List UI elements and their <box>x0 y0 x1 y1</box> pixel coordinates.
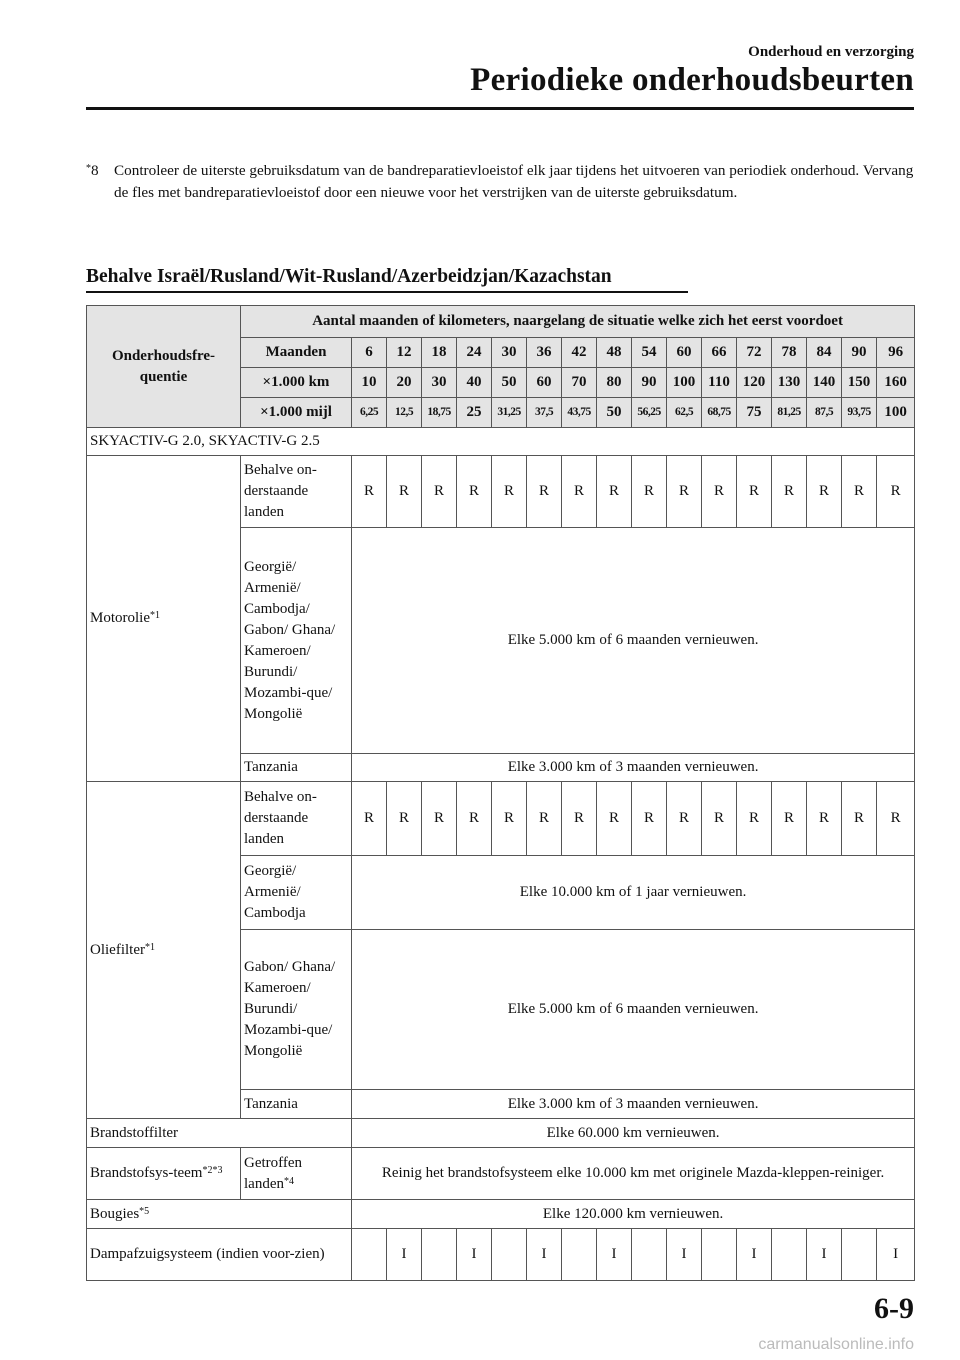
dampafzuig-label: Dampafzuigsysteem (indien voor-zien) <box>87 1229 352 1281</box>
brandstoffilter-text: Elke 60.000 km vernieuwen. <box>352 1119 915 1148</box>
oliefilter-r-cell-0: R <box>352 782 387 856</box>
miles-cell-0: 6,25 <box>352 398 387 428</box>
brandstoffilter-label: Brandstoffilter <box>87 1119 352 1148</box>
brandstofsysteem-text: Reinig het brandstofsysteem elke 10.000 km met originele Mazda-kleppen-reiniger. <box>352 1148 915 1200</box>
oliefilter-r-cell-4: R <box>492 782 527 856</box>
bougies-text: Elke 120.000 km vernieuwen. <box>352 1200 915 1229</box>
km-cell-13: 140 <box>807 368 842 398</box>
motorolie-r-cell-13: R <box>807 456 842 528</box>
miles-cell-3: 25 <box>457 398 492 428</box>
oliefilter-sub-countries-a: Georgië/ Armenië/ Cambodja <box>241 856 352 930</box>
oliefilter-r-cell-9: R <box>667 782 702 856</box>
months-cell-12: 78 <box>772 338 807 368</box>
motorolie-r-cell-5: R <box>527 456 562 528</box>
motorolie-r-cell-0: R <box>352 456 387 528</box>
months-label: Maanden <box>241 338 352 368</box>
km-cell-8: 90 <box>632 368 667 398</box>
maintenance-schedule-table <box>86 305 915 1281</box>
motorolie-r-cell-6: R <box>562 456 597 528</box>
oliefilter-sub-tanzania: Tanzania <box>241 1090 352 1119</box>
section-title-underline <box>86 291 688 293</box>
months-cell-14: 90 <box>842 338 877 368</box>
months-cell-5: 36 <box>527 338 562 368</box>
oliefilter-r-cell-14: R <box>842 782 877 856</box>
miles-cell-8: 56,25 <box>632 398 667 428</box>
km-cell-12: 130 <box>772 368 807 398</box>
miles-cell-9: 62,5 <box>667 398 702 428</box>
motorolie-r-cell-14: R <box>842 456 877 528</box>
motorolie-r-cell-3: R <box>457 456 492 528</box>
brandstofsysteem-label: Brandstofsys-teem$^{*2*3}$ <box>87 1148 241 1200</box>
motorolie-r-cell-4: R <box>492 456 527 528</box>
footnote-8 <box>86 160 916 204</box>
motorolie-r-cell-7: R <box>597 456 632 528</box>
dampafzuig-i-cell-4 <box>492 1229 527 1281</box>
dampafzuig-i-cell-0 <box>352 1229 387 1281</box>
miles-cell-6: 43,75 <box>562 398 597 428</box>
motorolie-sub-tanzania: Tanzania <box>241 754 352 782</box>
motorolie-r-cell-8: R <box>632 456 667 528</box>
watermark: carmanualsonline.info <box>758 1336 914 1353</box>
km-cell-10: 110 <box>702 368 737 398</box>
months-cell-11: 72 <box>737 338 772 368</box>
page-number: 6-9 <box>874 1292 914 1325</box>
oliefilter-r-cell-12: R <box>772 782 807 856</box>
km-cell-0: 10 <box>352 368 387 398</box>
km-cell-14: 150 <box>842 368 877 398</box>
months-cell-7: 48 <box>597 338 632 368</box>
dampafzuig-i-cell-3: I <box>457 1229 492 1281</box>
motorolie-r-cell-12: R <box>772 456 807 528</box>
footnote-text: Controleer de uiterste gebruiksdatum van de bandreparatievloeistof elk jaar tijdens het uitvoeren van periodiek onderhoud. Vervang de fles met bandreparatievloeistof door een nieuwe voor het verstrijken van de uiterste gebruiksdatum. <box>114 162 914 201</box>
months-cell-9: 60 <box>667 338 702 368</box>
months-cell-13: 84 <box>807 338 842 368</box>
header-divider <box>86 107 914 110</box>
months-cell-4: 30 <box>492 338 527 368</box>
oliefilter-r-cell-15: R <box>877 782 915 856</box>
motorolie-interval-text: Elke 5.000 km of 6 maanden vernieuwen. <box>352 528 915 754</box>
motorolie-r-cell-9: R <box>667 456 702 528</box>
dampafzuig-i-cell-6 <box>562 1229 597 1281</box>
km-cell-4: 50 <box>492 368 527 398</box>
oliefilter-interval-a: Elke 10.000 km of 1 jaar vernieuwen. <box>352 856 915 930</box>
km-cell-3: 40 <box>457 368 492 398</box>
months-cell-2: 18 <box>422 338 457 368</box>
oliefilter-r-cell-13: R <box>807 782 842 856</box>
oliefilter-r-cell-7: R <box>597 782 632 856</box>
dampafzuig-i-cell-8 <box>632 1229 667 1281</box>
km-cell-7: 80 <box>597 368 632 398</box>
months-cell-15: 96 <box>877 338 915 368</box>
section-header-title: Periodieke onderhoudsbeurten <box>470 62 914 98</box>
motorolie-sub-default: Behalve on-derstaande landen <box>241 456 352 528</box>
oliefilter-r-cell-10: R <box>702 782 737 856</box>
km-cell-2: 30 <box>422 368 457 398</box>
engine-row: SKYACTIV-G 2.0, SKYACTIV-G 2.5 <box>87 428 915 456</box>
oliefilter-sub-countries-b: Gabon/ Ghana/ Kameroen/ Burundi/ Mozambi-que/ Mongolië <box>241 930 352 1090</box>
oliefilter-interval-b: Elke 5.000 km of 6 maanden vernieuwen. <box>352 930 915 1090</box>
oliefilter-r-cell-11: R <box>737 782 772 856</box>
km-label: ×1.000 km <box>241 368 352 398</box>
dampafzuig-i-cell-13: I <box>807 1229 842 1281</box>
oliefilter-r-cell-8: R <box>632 782 667 856</box>
months-cell-8: 54 <box>632 338 667 368</box>
motorolie-r-cell-2: R <box>422 456 457 528</box>
km-cell-5: 60 <box>527 368 562 398</box>
months-cell-0: 6 <box>352 338 387 368</box>
oliefilter-r-cell-5: R <box>527 782 562 856</box>
motorolie-tanzania-text: Elke 3.000 km of 3 maanden vernieuwen. <box>352 754 915 782</box>
miles-cell-1: 12,5 <box>387 398 422 428</box>
motorolie-r-cell-11: R <box>737 456 772 528</box>
miles-cell-5: 37,5 <box>527 398 562 428</box>
km-cell-9: 100 <box>667 368 702 398</box>
miles-cell-13: 87,5 <box>807 398 842 428</box>
km-cell-1: 20 <box>387 368 422 398</box>
km-cell-11: 120 <box>737 368 772 398</box>
km-cell-6: 70 <box>562 368 597 398</box>
dampafzuig-i-cell-7: I <box>597 1229 632 1281</box>
months-cell-1: 12 <box>387 338 422 368</box>
months-cell-10: 66 <box>702 338 737 368</box>
miles-cell-2: 18,75 <box>422 398 457 428</box>
oliefilter-r-cell-1: R <box>387 782 422 856</box>
dampafzuig-i-cell-15: I <box>877 1229 915 1281</box>
motorolie-r-cell-15: R <box>877 456 915 528</box>
dampafzuig-i-cell-10 <box>702 1229 737 1281</box>
interval-header: Aantal maanden of kilometers, naargelang de situatie welke zich het eerst voordoet <box>241 306 915 338</box>
miles-cell-12: 81,25 <box>772 398 807 428</box>
miles-cell-14: 93,75 <box>842 398 877 428</box>
miles-label: ×1.000 mijl <box>241 398 352 428</box>
dampafzuig-i-cell-5: I <box>527 1229 562 1281</box>
dampafzuig-i-cell-12 <box>772 1229 807 1281</box>
miles-cell-7: 50 <box>597 398 632 428</box>
months-cell-3: 24 <box>457 338 492 368</box>
motorolie-r-cell-1: R <box>387 456 422 528</box>
motorolie-r-cell-10: R <box>702 456 737 528</box>
frequency-header: Onderhoudsfre-quentie <box>87 306 241 428</box>
dampafzuig-i-cell-1: I <box>387 1229 422 1281</box>
miles-cell-10: 68,75 <box>702 398 737 428</box>
oliefilter-r-cell-6: R <box>562 782 597 856</box>
bougies-label: Bougies$^{*5}$ <box>87 1200 352 1229</box>
miles-cell-15: 100 <box>877 398 915 428</box>
chapter-title: Onderhoud en verzorging <box>748 44 914 60</box>
dampafzuig-i-cell-14 <box>842 1229 877 1281</box>
dampafzuig-i-cell-11: I <box>737 1229 772 1281</box>
oliefilter-r-cell-3: R <box>457 782 492 856</box>
oliefilter-r-cell-2: R <box>422 782 457 856</box>
miles-cell-4: 31,25 <box>492 398 527 428</box>
months-cell-6: 42 <box>562 338 597 368</box>
km-cell-15: 160 <box>877 368 915 398</box>
dampafzuig-i-cell-9: I <box>667 1229 702 1281</box>
oliefilter-label: Oliefilter$^{*1}$ <box>87 782 241 1119</box>
dampafzuig-i-cell-2 <box>422 1229 457 1281</box>
motorolie-label: Motorolie$^{*1}$ <box>87 456 241 782</box>
motorolie-sub-countries: Georgië/ Armenië/ Cambodja/ Gabon/ Ghana/ Kameroen/ Burundi/ Mozambi-que/ Mongolië <box>241 528 352 754</box>
oliefilter-tanzania-text: Elke 3.000 km of 3 maanden vernieuwen. <box>352 1090 915 1119</box>
footnote-marker: *8 <box>86 162 99 179</box>
brandstofsysteem-sub: Getroffen landen$^{*4}$ <box>241 1148 352 1200</box>
section-title: Behalve Israël/Rusland/Wit-Rusland/Azerbeidzjan/Kazachstan <box>86 266 612 287</box>
miles-cell-11: 75 <box>737 398 772 428</box>
oliefilter-sub-default: Behalve on-derstaande landen <box>241 782 352 856</box>
